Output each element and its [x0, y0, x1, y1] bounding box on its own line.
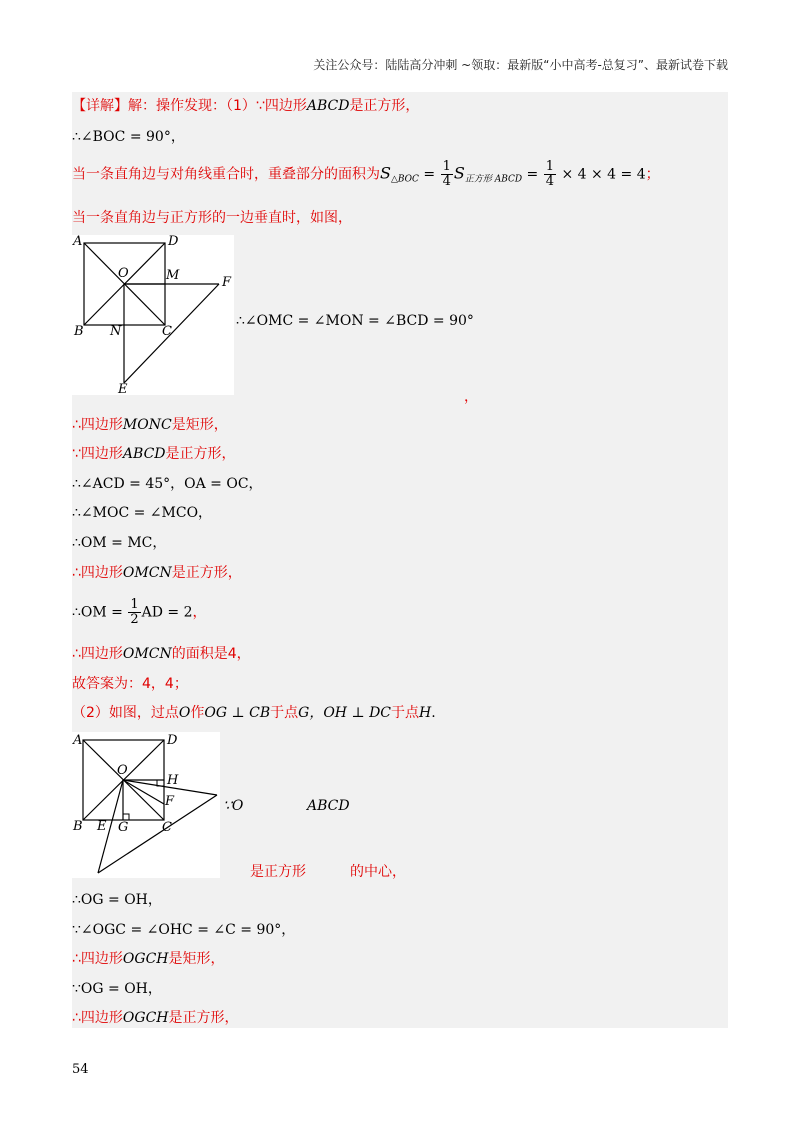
- label-F: F: [222, 275, 232, 290]
- line-16: ∵∠OGC = ∠OHC = ∠C = 90°，: [72, 922, 296, 938]
- line-12: ∴四边形OMCN的面积是4，: [72, 646, 251, 662]
- line-18: ∵OG = OH，: [72, 981, 162, 997]
- label-O: O: [118, 266, 129, 281]
- label-B: B: [73, 819, 83, 834]
- line-7: ∴∠ACD = 45°，OA = OC，: [72, 476, 263, 492]
- line-1: 【详解】解：操作发现：（1）∵四边形ABCD是正方形，: [72, 98, 420, 114]
- label-D: D: [168, 235, 179, 249]
- figure-1-conclusion: ∴∠OMC = ∠MON = ∠BCD = 90°: [236, 313, 474, 329]
- line-6: ∵四边形ABCD是正方形，: [72, 446, 236, 462]
- line-4: 当一条直角边与正方形的一边垂直时，如图，: [72, 210, 352, 226]
- label-E: E: [97, 819, 107, 834]
- line-19: ∴四边形OGCH是正方形，: [72, 1010, 239, 1026]
- figure-2-reason-1: ∵O: [223, 798, 244, 814]
- line-17: ∴四边形OGCH是矩形，: [72, 951, 225, 967]
- line-2: ∴∠BOC = 90°，: [72, 129, 185, 145]
- line-14: （2）如图，过点O作OG ⊥ CB于点G，OH ⊥ DC于点H.: [72, 705, 436, 721]
- line-5: ∴四边形MONC是矩形，: [72, 417, 228, 433]
- page-header: 关注公众号：陆陆高分冲刺 ~领取：最新版“小中高考-总复习”、最新试卷下载: [313, 58, 728, 72]
- line-15: ∴OG = OH，: [72, 892, 162, 908]
- line-13: 故答案为：4，4；: [72, 676, 188, 692]
- figure-1-diagram: [72, 235, 234, 395]
- line-8: ∴∠MOC = ∠MCO，: [72, 505, 213, 521]
- figure-2: [72, 732, 220, 878]
- page-number: 54: [72, 1062, 89, 1077]
- figure-1-comma: ，: [464, 389, 478, 405]
- fraction-quarter: $\frac{1}{4}$: [442, 159, 451, 189]
- label-O: O: [117, 763, 128, 778]
- line-9: ∴OM = MC，: [72, 535, 167, 551]
- figure-2-diagram: [72, 732, 220, 878]
- figure-2-reason-2: ABCD: [307, 798, 350, 814]
- label-A: A: [73, 733, 83, 748]
- label-N: N: [110, 324, 122, 339]
- label-A: A: [73, 235, 83, 249]
- label-F: F: [165, 794, 175, 809]
- label-D: D: [167, 733, 178, 748]
- figure-2-reason-4: 的中心，: [350, 864, 406, 880]
- label-G: G: [118, 820, 129, 835]
- line-10: ∴四边形OMCN是正方形，: [72, 565, 242, 581]
- fraction-quarter-2: $\frac{1}{4}$: [545, 159, 554, 189]
- solution-block: [72, 92, 728, 1028]
- line-3: 当一条直角边与对角线重合时，重叠部分的面积为$S_{\triangle BOC}$ = $\frac{1}{4}$ $S_{正方形 ABCD}$ = $\frac{1}{4}$ × 4 × 4 = 4；: [72, 159, 660, 189]
- label-B: B: [74, 324, 84, 339]
- figure-1: [72, 235, 234, 395]
- line-11: ∴OM = $\frac{1}{2}$ AD = 2，: [72, 597, 207, 627]
- label-M: M: [166, 268, 180, 283]
- label-H: H: [167, 773, 179, 788]
- fraction-half: $\frac{1}{2}$: [130, 597, 139, 627]
- label-C: C: [162, 324, 172, 339]
- label-E: E: [118, 382, 128, 395]
- label-C: C: [162, 820, 172, 835]
- figure-2-reason-3: 是正方形: [250, 864, 306, 880]
